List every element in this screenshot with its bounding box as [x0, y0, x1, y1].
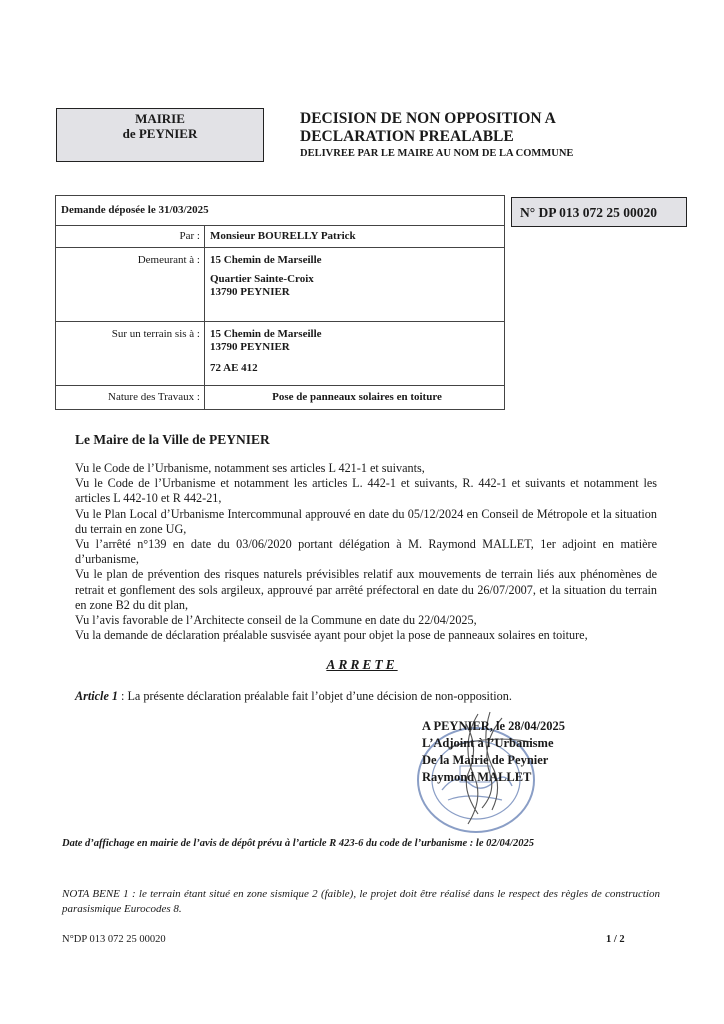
par-label: Par : — [56, 226, 205, 248]
applicant-name: Monsieur BOURELLY Patrick — [205, 226, 505, 248]
article-1-label: Article 1 — [75, 689, 118, 703]
terrain-label: Sur un terrain sis à : — [56, 322, 205, 386]
address-line: 15 Chemin de Marseille — [210, 254, 322, 266]
maire-heading: Le Maire de la Ville de PEYNIER — [75, 432, 270, 447]
terrain-address — [205, 322, 505, 386]
mairie-box — [56, 108, 264, 162]
vu-item: Vu l’avis favorable de l’Architecte conseil de la Commune en date du 22/04/2025, — [75, 613, 477, 628]
document-subtitle: DELIVREE PAR LE MAIRE AU NOM DE LA COMMUNE — [300, 148, 574, 159]
page-number: 1 / 2 — [606, 934, 625, 945]
nota-bene: NOTA BENE 1 : le terrain étant situé en zone sismique 2 (faible), le projet doit être réalisé dans le respect des règles de construction parasismique Eurocodes 8. — [62, 888, 660, 915]
demeurant-label: Demeurant à : — [56, 248, 205, 322]
filed-date: Demande déposée le 31/03/2025 — [56, 196, 505, 226]
vu-item: Vu le plan de prévention des risques naturels prévisibles relatif aux mouvements de terrain liés aux phénomènes de retrait et gonflement des sols argileux, approuvé par arrêté préfectoral en date du 26/07/2007, et la situation du terrain en zone B2 du dit plan, — [75, 567, 657, 612]
nature-value: Pose de panneaux solaires en toiture — [205, 386, 505, 410]
article-1 — [75, 689, 512, 704]
signature-place-date: A PEYNIER, le 28/04/2025 — [422, 719, 566, 733]
arrete-heading — [0, 657, 724, 673]
signatory-name: Raymond MALLET — [422, 770, 532, 784]
signature-block — [422, 718, 565, 786]
applicant-address — [205, 248, 505, 322]
article-1-text: : La présente déclaration préalable fait l’objet d’une décision de non-opposition. — [118, 689, 512, 703]
signature-mairie: De la Mairie de Peynier — [422, 753, 549, 767]
vu-item: Vu le Plan Local d’Urbanisme Intercommunal approuvé en date du 05/12/2024 en Conseil de Métropole et la situation du terrain en zone UG, — [75, 506, 657, 536]
terrain-parcel: 72 AE 412 — [210, 362, 258, 374]
vu-list — [75, 461, 657, 643]
footer-reference: N°DP 013 072 25 00020 — [62, 934, 166, 945]
request-table — [55, 195, 505, 410]
dp-number-box: N° DP 013 072 25 00020 — [511, 197, 687, 227]
address-line: 13790 PEYNIER — [210, 286, 290, 298]
affichage-date: Date d’affichage en mairie de l’avis de dépôt prévu à l’article R 423-6 du code de l’urbanisme : le 02/04/2025 — [62, 838, 534, 849]
vu-item: Vu le Code de l’Urbanisme, notamment ses articles L 421-1 et suivants, — [75, 461, 425, 475]
document-title-line2: DECLARATION PREALABLE — [300, 128, 514, 145]
terrain-line: 15 Chemin de Marseille — [210, 328, 322, 340]
nature-label: Nature des Travaux : — [56, 386, 205, 410]
vu-item: Vu l’arrêté n°139 en date du 03/06/2020 portant délégation à M. Raymond MALLET, 1er adjoint en matière d’urbanisme, — [75, 537, 657, 567]
mairie-commune: de PEYNIER — [122, 126, 198, 141]
signature-function: L’Adjoint à l’Urbanisme — [422, 736, 554, 750]
vu-item: Vu le Code de l’Urbanisme et notamment les articles L. 442-1 et suivants, R. 442-1 et suivants et notamment les articles L 442-10 et R 442-21, — [75, 476, 657, 506]
document-title: DECISION DE NON OPPOSITION A — [300, 110, 556, 127]
mairie-name: MAIRIE — [135, 111, 185, 126]
terrain-line: 13790 PEYNIER — [210, 341, 290, 353]
vu-item: Vu la demande de déclaration préalable susvisée ayant pour objet la pose de panneaux solaires en toiture, — [75, 628, 588, 643]
arrete-title: ARRETE — [326, 657, 398, 672]
address-line: Quartier Sainte-Croix — [210, 273, 314, 285]
